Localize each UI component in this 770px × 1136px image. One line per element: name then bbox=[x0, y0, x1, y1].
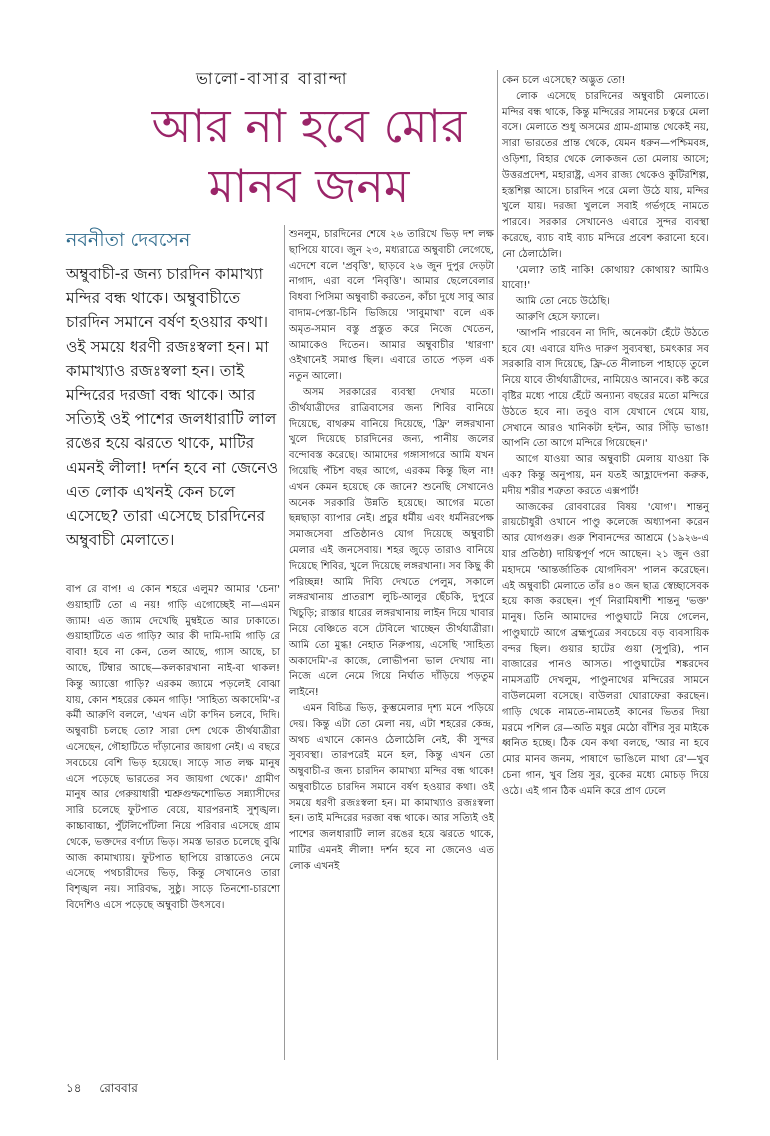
paragraph: এমন বিচিত্র ভিড়, কুম্ভমেলার দৃশ্য মনে পড়িয়ে দেয়। কিন্তু এটা তো মেলা নয়, এটা শহরের কেন্দ্র, অথচ এখানে কোনও ঠেলাঠেলি নেই, কী সুন্দর সুব্যবস্থা। তারপরেই মনে হল, কিন্তু এখন তো অম্বুবাচী-র জন্য চারদিন কামাখ্যা মন্দির বন্ধ থাকে! অম্বুবাচীতে চারদিন সমানে বর্ষণ হওয়ার কথা। ওই সময়ে ধরণী রজঃস্বলা হন। মা কামাখ্যাও রজঃস্বলা হন। তাই মন্দিরের দরজা বন্ধ থাকে। আর সত্যিই ওই পাশের জলধারাটি লাল রঙের হয়ে ঝরতে থাকে, মাটির এমনই লীলা! দর্শন হবে না জেনেও এত লোক এখনই bbox=[289, 702, 494, 872]
paragraph: আগে যাওয়া আর অম্বুবাচী মেলায় যাওয়া কি এক? কিন্তু অনুপায়, মন যতই আহ্লাদেপনা করুক, মদীয় শরীর শত্রুতা করতে এক্সপার্ট! bbox=[502, 454, 709, 497]
body-column-1 bbox=[66, 582, 280, 914]
paragraph: আমি তো নেচে উঠেছি। bbox=[516, 296, 611, 308]
column-divider bbox=[284, 225, 285, 1060]
paragraph: আজকের রোববারের বিষয় 'যোগ'। শান্তনু রায়চৌধুরী ওখানে পাণ্ডু কলেজে অধ্যাপনা করেন আর যোগগুরু। গুরু শিবানন্দের আশ্রমে (১৯২৬-এ যার প্রতিষ্ঠা) দায়িত্বপূর্ণ পদে আছেন। ২১ জুন ওরা মহাদমে 'আন্তর্জাতিক যোগদিবস' পালন করেছেন। এই অম্বুবাচী মেলাতে তাঁর ৪০ জন ছাত্র স্বেচ্ছাসেবক হয়ে কাজ করছেন। পূর্ণ নিরামিষাশী শান্তনু 'ভক্ত' মানুষ। তিনি আমাদের পাণ্ডুঘাটে নিয়ে গেলেন, পাণ্ডুঘাটে আগে ব্রহ্মপুত্রের সবচেয়ে বড় ব্যবসায়িক বন্দর ছিল। গুয়ার হাটের গুয়া (সুপুরি), পান বাজারের পানও আসত। পাণ্ডুঘাটের শঙ্করদেব নামসত্রটি দেখলুম, পাণ্ডুনাথের মন্দিরের সামনে বাউলমেলা বসেছে। বাউলরা ঘোরাফেরা করছেন। গাড়ি থেকে নামতে-নামতেই কানের ভিতর দিয়া মরমে পশিল রে—অতি মধুর মেঠো বাঁশির সুর মাইকে ধ্বনিত হচ্ছে। ঠিক যেন কথা বলছে, 'আর না হবে মোর মানব জনম, পাষাণে ভাঙিলে মাথা রে'—খুব চেনা গান, খুব প্রিয় সুর, বুকের মধ্যে মোচড় দিয়ে ওঠে। এই গান ঠিক এমনি করে প্রাণ ঢেলে bbox=[502, 501, 709, 797]
column-divider bbox=[497, 70, 498, 1060]
page-footer bbox=[66, 1080, 152, 1100]
paragraph: শুনলুম, চারদিনের শেষে ২৬ তারিখে ভিড় দশ লক্ষ ছাপিয়ে যাবে। জুন ২৩, মধ্যরাত্রে অম্বুবাচী লেগেছে, এদেশে বলে 'প্রবৃত্তি', ছাড়বে ২৬ জুন দুপুর দেড়টা নাগাদ, এরা বলে 'নিবৃত্তি'। আমার ছেলেবেলার বিধবা পিসিমা অম্বুবাচী করতেন, কাঁচা দুধে সাবু আর বাদাম-পেস্তা-চিনি ভিজিয়ে 'সাবুমাখা' বলে এক অমৃত-সমান বস্তু প্রস্তুত করে নিজে খেতেন, আমাকেও দিতেন। আমার অম্বুবাচীর 'ধারণা' ওইখানেই সমাপ্ত ছিল। এবারে তাতে পড়ল এক নতুন আলো। bbox=[289, 229, 494, 383]
lead-paragraph bbox=[66, 262, 280, 552]
publication-name: রোববার bbox=[99, 1081, 138, 1095]
headline-line-1: আর না হবে মোর bbox=[151, 99, 467, 153]
body-column-3 bbox=[502, 73, 709, 800]
headline bbox=[120, 96, 498, 216]
headline-line-2: মানব জনম bbox=[208, 159, 410, 213]
paragraph: অসম সরকারের ব্যবস্থা দেখার মতো। তীর্থযাত্রীদের রাত্রিবাসের জন্য শিবির বানিয়ে দিয়েছে, বাথরুম বানিয়ে দিয়েছে, 'ফ্রি' লঙ্গরখানা খুলে দিয়েছে চারদিনের জন্য, পানীয় জলের বন্দোবস্ত করেছে। আমাদের গঙ্গাসাগরে আমি যখন গিয়েছি পঁচিশ বছর আগে, এরকম কিন্তু ছিল না! এখন কেমন হয়েছে কে জানে? শুনেছি সেখানেও অনেক সরকারি উন্নতি হয়েছে। আগের মতো ছন্নছাড়া ব্যাপার নেই। প্রচুর ধর্মীয় এবং ধর্মনিরপেক্ষ সমাজসেবা প্রতিষ্ঠানও যোগ দিয়েছে অম্বুবাচী মেলার এই জনসেবায়। শহর জুড়ে তারাও বানিয়ে দিয়েছে শিবির, খুলে দিয়েছে লঙ্গরখানা। সব কিছু কী পরিচ্ছন্ন! আমি দিব্যি দেখতে পেলুম, সকালে লঙ্গরখানায় প্রাতরাশ লুচি-আলুর ছেঁচকি, দুপুরে খিচুড়ি; রাস্তার ধারের লঙ্গরখানায় লাইন দিয়ে খাবার নিয়ে বেঞ্চিতে বসে টেবিলে খাচ্ছেন তীর্থযাত্রীরা। আমি তো মুগ্ধ! নেহাত নিরুপায়, এসেছি 'সাহিত্য অকাদেমি'-র কাজে, লোভীপনা ভাল দেখায় না। নিজে এলে নেমে গিয়ে নির্ঘাত দাঁড়িয়ে পড়তুম লাইনে! bbox=[289, 386, 494, 699]
section-label: ভালো-বাসার বারান্দা bbox=[196, 69, 349, 88]
body-column-2 bbox=[289, 227, 494, 875]
paragraph: বাপ রে বাপ! এ কোন শহরে এলুম? আমার 'চেনা' গুয়াহাটি তো এ নয়! গাড়ি এগোচ্ছেই না—এমন জ্যাম! এত জ্যাম দেখেছি মুম্বইতে আর ঢাকাতে। গুয়াহাটিতে এত গাড়ি? আর কী দামি-দামি গাড়ি রে বাবা! হবে না কেন, তেল আছে, গ্যাস আছে, চা আছে, টিম্বার আছে—কলকারখানা নাই-বা থাকল! কিন্তু অ্যাত্তো গাড়ি? এরকম জ্যামে পড়লেই বোঝা যায়, কোন শহরের কেমন গাড়ি! 'সাহিত্য অকাদেমি'-র কর্মী আরুণি বললে, 'এখন এটা ক'দিন চলবে, দিদি। অম্বুবাচী চলছে তো? সারা দেশ থেকে তীর্থযাত্রীরা এসেছেন, গৌহাটিতে দাঁড়ানোর জায়গা নেই। এ বছরে সবচেয়ে বেশি ভিড় হয়েছে। সাড়ে সাত লক্ষ মানুষ এসে পড়েছে ভারতের সব জায়গা থেকে।' গ্রামীণ মানুষ আর গেরুয়াধারী শ্মশ্রুগুম্ফশোভিত সন্ন্যাসীদের সারি চলেছে ফুটপাত বেয়ে, যারপরনাই সুশৃঙ্খল। কাচ্চাবাচ্চা, পুঁটলিপোঁটলা নিয়ে পরিবার এসেছে গ্রাম থেকে, ভক্তদের বর্ণাঢ্য ভিড়। সমস্ত ভারত চলেছে বুঝি আজ কামাখ্যায়। ফুটপাত ছাপিয়ে রাস্তাতেও নেমে এসেছে পথচারীদের ভিড়, কিন্তু সেখানেও তারা বিশৃঙ্খল নয়। সারিবদ্ধ, সুষ্ঠু। সাড়ে তিনশো-চারশো বিদেশিও এসে পড়েছে অম্বুবাচী উৎসবে। bbox=[66, 584, 280, 911]
author-byline: নবনীতা দেবসেন bbox=[66, 229, 191, 251]
page-number: ১৪ bbox=[66, 1081, 82, 1095]
paragraph: কেন চলে এসেছে? অদ্ভুত তো! bbox=[502, 75, 626, 86]
lead-text: অম্বুবাচী-র জন্য চারদিন কামাখ্যা মন্দির বন্ধ থাকে। অম্বুবাচীতে চারদিন সমানে বর্ষণ হওয়ার কথা। ওই সময়ে ধরণী রজঃস্বলা হন। মা কামাখ্যাও রজঃস্বলা হন। তাই মন্দিরের দরজা বন্ধ থাকে। আর সত্যিই ওই পাশের জলধারাটি লাল রঙের হয়ে ঝরতে থাকে, মাটির এমনই লীলা! দর্শন হবে না জেনেও এত লোক এখনই কেন চলে এসেছে? তারা এসেছে চারদিনের অম্বুবাচী মেলাতে। bbox=[66, 265, 279, 550]
paragraph: লোক এসেছে চারদিনের অম্বুবাচী মেলাতে। মন্দির বন্ধ থাকে, কিন্তু মন্দিরের সামনের চত্বরে মেলা বসে। মেলাতে শুধু অসমের গ্রাম-গ্রামান্ত থেকেই নয়, সারা ভারতের প্রান্ত থেকে, যেমন ধরুন—পশ্চিমবঙ্গ, ওড়িশা, বিহার থেকে লোকজন তো মেলায় আসে; উত্তরপ্রদেশ, মহারাষ্ট্র, এসব রাজ্য থেকেও কুটিরশিল্প, হস্তশিল্প আসে। চারদিন পরে মেলা উঠে যায়, মন্দির খুলে যায়। দরজা খুললে সবাই গর্ভগৃহে নামতে পারবে। সরকার সেখানেও এবারে সুন্দর ব্যবস্থা করেছে, ব্যাচ বাই ব্যাচ মন্দিরে প্রবেশ করানো হবে। নো ঠেলাঠেলি। bbox=[502, 90, 709, 260]
paragraph: 'আপনি পারবেন না দিদি, অনেকটা হেঁটে উঠতে হবে যে! এবারে যদিও দারুণ সুব্যবস্থা, চমৎকার সব সরকারি বাস দিয়েছে, ফ্রি-তে নীলাচল পাহাড়ে তুলে নিয়ে যাবে তীর্থযাত্রীদের, নামিয়েও আনবে। কষ্ট করে বৃষ্টির মধ্যে পায়ে হেঁটে অন্যান্য বছরের মতো মন্দিরে উঠতে হবে না। তবুও বাস যেখানে থেমে যায়, সেখানে আরও খানিকটা হন্টন, আর সিঁড়ি ভাঙা! আপনি তো আগে মন্দিরে গিয়েছেন।' bbox=[502, 327, 709, 450]
paragraph: আরুণি হেসে ফ্যালে। bbox=[516, 311, 600, 323]
paragraph: 'মেলা? তাই নাকি! কোথায়? কোথায়? আমিও যাবো!' bbox=[502, 264, 709, 292]
